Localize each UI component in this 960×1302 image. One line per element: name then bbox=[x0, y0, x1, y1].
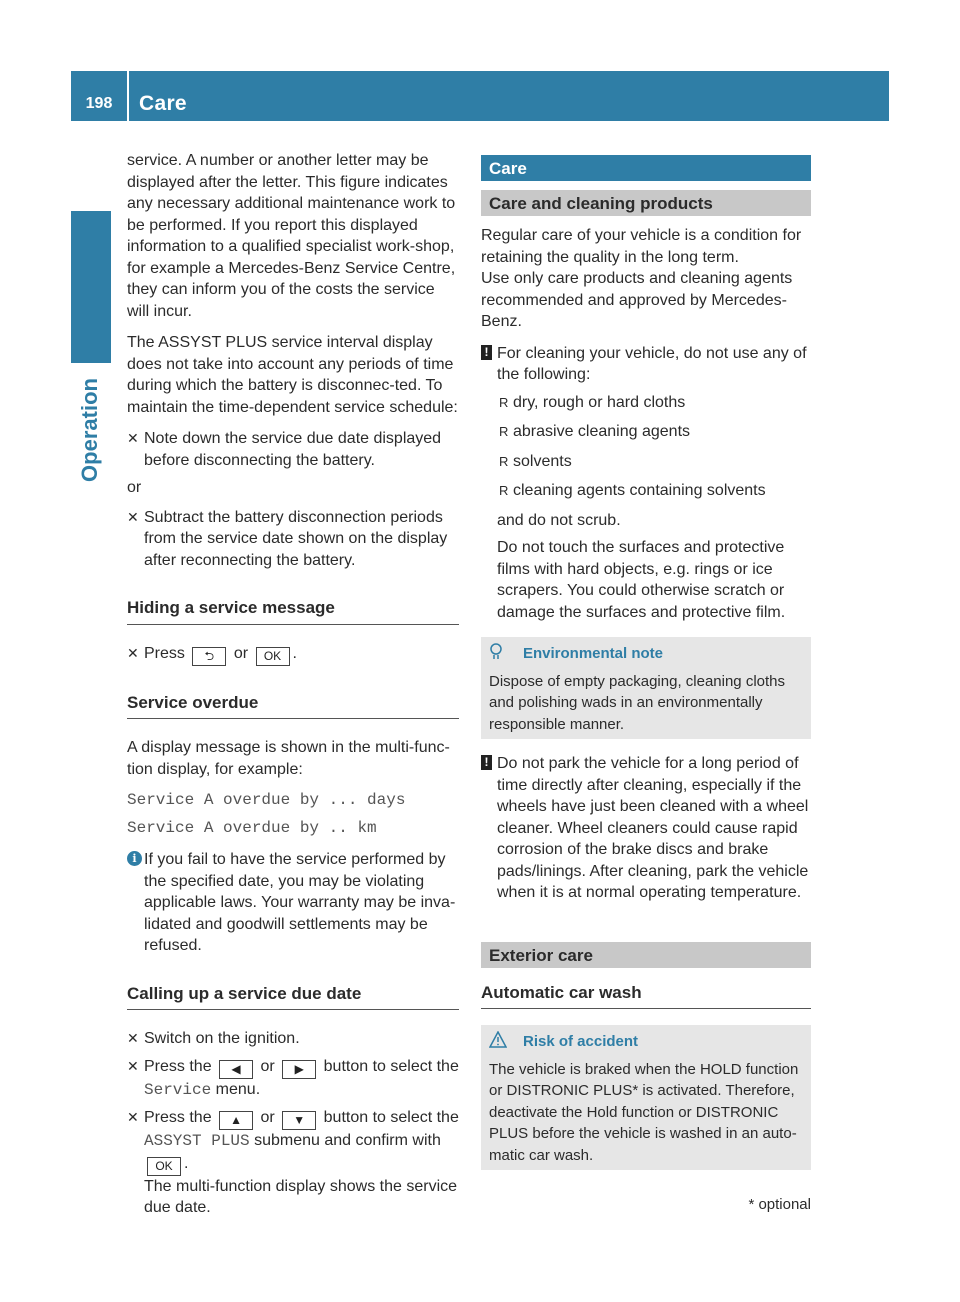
step-marker-icon: ✕ bbox=[127, 644, 139, 661]
step-select-service-menu: ✕ Press the ◀ or ▶ button to select the Service menu. bbox=[127, 1057, 459, 1099]
intro-paragraph: service. A number or another letter may be displayed after the letter. This figure indicates any necessary additional maintenance work to be performed. If you report this displayed information to a qualified specialist work-shop, for example a Mercedes-Benz Service Centre, they can inform you of the costs the service will incur. bbox=[127, 152, 456, 320]
cleaning-warning: ! For cleaning your vehicle, do not use any of the following: R dry, rough or hard cloths R abrasive cleaning agents R solvents R cleaning agents containing solvents and do not scrub. Do not touch the surfaces and protective films with hard objects, e.g. rings or ice scrapers. You could otherwise scratch or damage the surfaces and protective film. bbox=[481, 343, 811, 624]
no-touch-text: Do not touch the surfaces and protective films with hard objects, e.g. rings or ice scrapers. You could otherwise scratch or damage the surfaces and protective film. bbox=[497, 539, 786, 621]
use-only-paragraph: Use only care products and cleaning agents recommended and approved by Mercedes-Benz. bbox=[481, 270, 793, 330]
environmental-note-title: Environmental note bbox=[489, 643, 803, 665]
assyst-submenu-name: ASSYST PLUS bbox=[144, 1132, 250, 1150]
right-arrow-icon: ▶ bbox=[282, 1060, 316, 1079]
bullet-icon: R bbox=[499, 394, 509, 410]
assyst-paragraph: The ASSYST PLUS service interval display does not take into account any periods of time during which the battery is disconnec-ted. To maintain the time-dependent service schedule: bbox=[127, 334, 458, 416]
down-arrow-icon: ▼ bbox=[282, 1111, 316, 1130]
step-marker-icon: ✕ bbox=[127, 1109, 139, 1125]
right-column bbox=[481, 150, 811, 1184]
step-note-down: ✕ Note down the service due date displayed before disconnecting the battery. bbox=[127, 430, 442, 469]
ok-button-icon: OK bbox=[147, 1157, 181, 1176]
care-title-bar: Care bbox=[481, 155, 811, 181]
environmental-note-text: Dispose of empty packaging, cleaning cloths and polishing wads in an environmentally responsible manner. bbox=[489, 672, 786, 733]
overdue-paragraph: A display message is shown in the multi-func-tion display, for example: bbox=[127, 739, 450, 778]
exclamation-icon: ! bbox=[481, 345, 492, 360]
step-marker-icon: ✕ bbox=[127, 508, 139, 525]
side-tab bbox=[71, 211, 111, 363]
exclamation-icon: ! bbox=[481, 755, 492, 770]
bullet-icon: R bbox=[499, 424, 509, 439]
risk-text: The vehicle is braked when the HOLD function or DISTRONIC PLUS* is activated. Therefore, deactivate the Hold function or DISTRONIC PLUS before the vehicle is washed in an auto-matic car wash. bbox=[489, 1060, 799, 1164]
risk-title: Risk of accident bbox=[489, 1031, 803, 1053]
or-text: or bbox=[127, 479, 142, 496]
display-message-km: Service A overdue by .. km bbox=[127, 818, 377, 837]
bullet-icon: R bbox=[499, 483, 509, 498]
list-item: R solvents bbox=[497, 451, 811, 473]
step-marker-icon: ✕ bbox=[127, 430, 139, 446]
risk-of-accident-note bbox=[481, 1025, 811, 1170]
step-marker-icon: ✕ bbox=[127, 1030, 139, 1046]
step-press-back-ok: ✕ Press ⮌ or OK . bbox=[127, 643, 459, 666]
back-button-icon: ⮌ bbox=[192, 647, 226, 666]
regular-care-paragraph: Regular care of your vehicle is a condition for retaining the quality in the long term. bbox=[481, 227, 802, 266]
left-arrow-icon: ◀ bbox=[219, 1060, 253, 1079]
service-menu-name: Service bbox=[144, 1080, 212, 1099]
step-subtract: ✕ Subtract the battery disconnection periods from the service date shown on the display after reconnecting the battery. bbox=[127, 508, 448, 569]
lightbulb-icon bbox=[489, 643, 503, 661]
heading-calling-service-date: Calling up a service due date bbox=[127, 983, 459, 1011]
optional-footnote: * optional bbox=[748, 1196, 811, 1213]
bullet-icon: R bbox=[499, 453, 509, 469]
list-item: R dry, rough or hard cloths bbox=[497, 392, 811, 414]
heading-service-overdue: Service overdue bbox=[127, 692, 459, 720]
up-arrow-icon: ▲ bbox=[219, 1111, 253, 1130]
no-scrub-text: and do not scrub. bbox=[497, 511, 621, 529]
ok-button-icon: OK bbox=[256, 647, 290, 666]
step-select-assyst-submenu: ✕ Press the ▲ or ▼ button to select the ASSYST PLUS submenu and confirm with OK . The multi-function display shows the service due date. bbox=[127, 1109, 459, 1216]
warning-triangle-icon bbox=[489, 1031, 507, 1049]
info-note: i If you fail to have the service performed by the specified date, you may be violating applicable laws. Your warranty may be inva-lidated and goodwill settlements may be refused. bbox=[127, 849, 459, 957]
display-message-days: Service A overdue by ... days bbox=[127, 791, 406, 809]
page-number: 198 bbox=[71, 71, 129, 121]
info-icon: i bbox=[127, 851, 142, 866]
heading-hiding-message: Hiding a service message bbox=[127, 597, 459, 625]
parking-warning: ! Do not park the vehicle for a long period of time directly after cleaning, especially if the wheels have just been cleaned with a wheel cleaner. Wheel cleaners could cause rapid corrosion of the brake discs and brake pads/linings. After cleaning, park the vehicle when it is at normal operating temperature. bbox=[481, 753, 811, 904]
page-header bbox=[71, 71, 889, 121]
step-marker-icon: ✕ bbox=[127, 1057, 139, 1074]
environmental-note bbox=[481, 637, 811, 739]
side-tab-label: Operation bbox=[77, 378, 102, 482]
list-item: R abrasive cleaning agents bbox=[497, 421, 811, 443]
list-item: R cleaning agents containing solvents bbox=[497, 480, 811, 502]
section-title: Care bbox=[139, 92, 187, 115]
heading-automatic-car-wash: Automatic car wash bbox=[481, 982, 811, 1010]
left-column bbox=[127, 150, 459, 1225]
exterior-care-bar: Exterior care bbox=[481, 942, 811, 968]
step-switch-ignition: ✕ Switch on the ignition. bbox=[127, 1028, 459, 1050]
care-products-bar: Care and cleaning products bbox=[481, 190, 811, 216]
